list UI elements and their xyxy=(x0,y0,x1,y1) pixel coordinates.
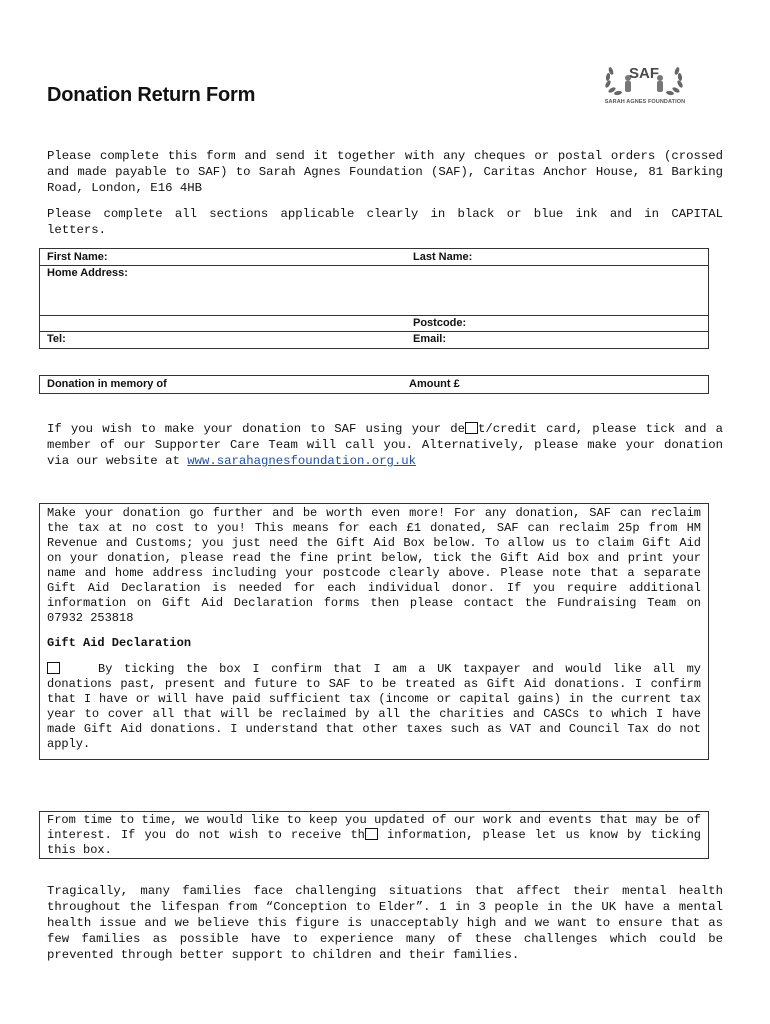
gift-aid-declaration-text: By ticking the box I confirm that I am a UK taxpayer and would like all my donations past, present and future to SAF to be treated as Gift Aid donations. I confirm that I have or will have paid sufficient tax (income or capital gains) in the current tax year to cover all that will be reclaimed by all the charities and CASCs to which I have made Gift Aid donations. I understand that other taxes such as VAT and Council Tax do not apply. xyxy=(47,662,701,751)
row-divider xyxy=(40,265,708,266)
gift-aid-box xyxy=(39,503,709,760)
updates-box xyxy=(39,811,709,859)
laurel-right-icon xyxy=(666,67,684,96)
row-divider xyxy=(40,315,708,316)
card-paragraph xyxy=(47,421,723,469)
logo-abbr: SAF xyxy=(629,65,659,82)
closing-paragraph: Tragically, many families face challenging situations that affect their mental health throughout the lifespan from “Conception to Elder”. 1 in 3 people in the UK have a mental health issue and we believe this figure is unacceptably high and we want to ensure that as few families as possible have to experience many of these challenges which could be prevented through better support to children and their families. xyxy=(47,884,723,962)
row-divider xyxy=(40,331,708,332)
email-label: Email: xyxy=(413,333,447,345)
first-name-label: First Name: xyxy=(47,251,108,263)
gift-aid-checkbox[interactable] xyxy=(47,662,60,674)
tel-label: Tel: xyxy=(47,333,66,345)
gift-aid-intro: Make your donation go further and be worth even more! For any donation, SAF can reclaim the tax at no cost to you! This means for each £1 donated, SAF can reclaim 25p from HM Revenue and Customs; you just need the Gift Aid Box below. To allow us to claim Gift Aid on your donation, please read the fine print below, tick the Gift Aid box and print your name and home address including your postcode clearly above. Please note that a separate Gift Aid Declaration is needed for each individual donor. If you require additional information on Gift Aid Declaration forms then please contact the Fundraising Team on 07932 253818 xyxy=(47,506,701,625)
postcode-label: Postcode: xyxy=(413,317,467,329)
updates-text xyxy=(47,813,701,858)
donation-memory-label: Donation in memory of xyxy=(47,378,167,390)
card-text-end: t/credit card, please tick and a member of our Supporter Care Team will call you. Alternatively, please make your donation via our website at xyxy=(47,422,724,468)
page-title: Donation Return Form xyxy=(47,84,256,106)
logo-caption: SARAH AGNES FOUNDATION xyxy=(604,99,686,105)
laurel-left-icon xyxy=(604,67,622,96)
personal-details-box xyxy=(39,248,709,349)
card-call-checkbox[interactable] xyxy=(465,422,478,434)
gift-aid-declaration xyxy=(47,662,701,752)
updates-text-start: From time to time, we would like to keep you updated of our work and events that may be of interest. If you do not wish to receive th xyxy=(47,813,701,842)
memory-box xyxy=(39,375,709,394)
last-name-label: Last Name: xyxy=(413,251,473,263)
home-address-label: Home Address: xyxy=(47,267,128,279)
intro-paragraph-2: Please complete all sections applicable clearly in black or blue ink and in CAPITAL letters. xyxy=(47,207,723,237)
opt-out-checkbox[interactable] xyxy=(365,828,378,840)
updates-text-end: information, please let us know by ticking this box. xyxy=(47,828,701,857)
website-link[interactable]: www.sarahagnesfoundation.org.uk xyxy=(187,454,416,468)
gift-aid-heading: Gift Aid Declaration xyxy=(47,636,192,650)
card-text-start: If you wish to make your donation to SAF using your de xyxy=(47,422,465,436)
amount-label: Amount £ xyxy=(409,378,460,390)
intro-paragraph-1: Please complete this form and send it together with any cheques or postal orders (crossed and made payable to SAF) to Sarah Agnes Foundation (SAF), Caritas Anchor House, 81 Barking Road, London, E16 4HB xyxy=(47,149,723,195)
